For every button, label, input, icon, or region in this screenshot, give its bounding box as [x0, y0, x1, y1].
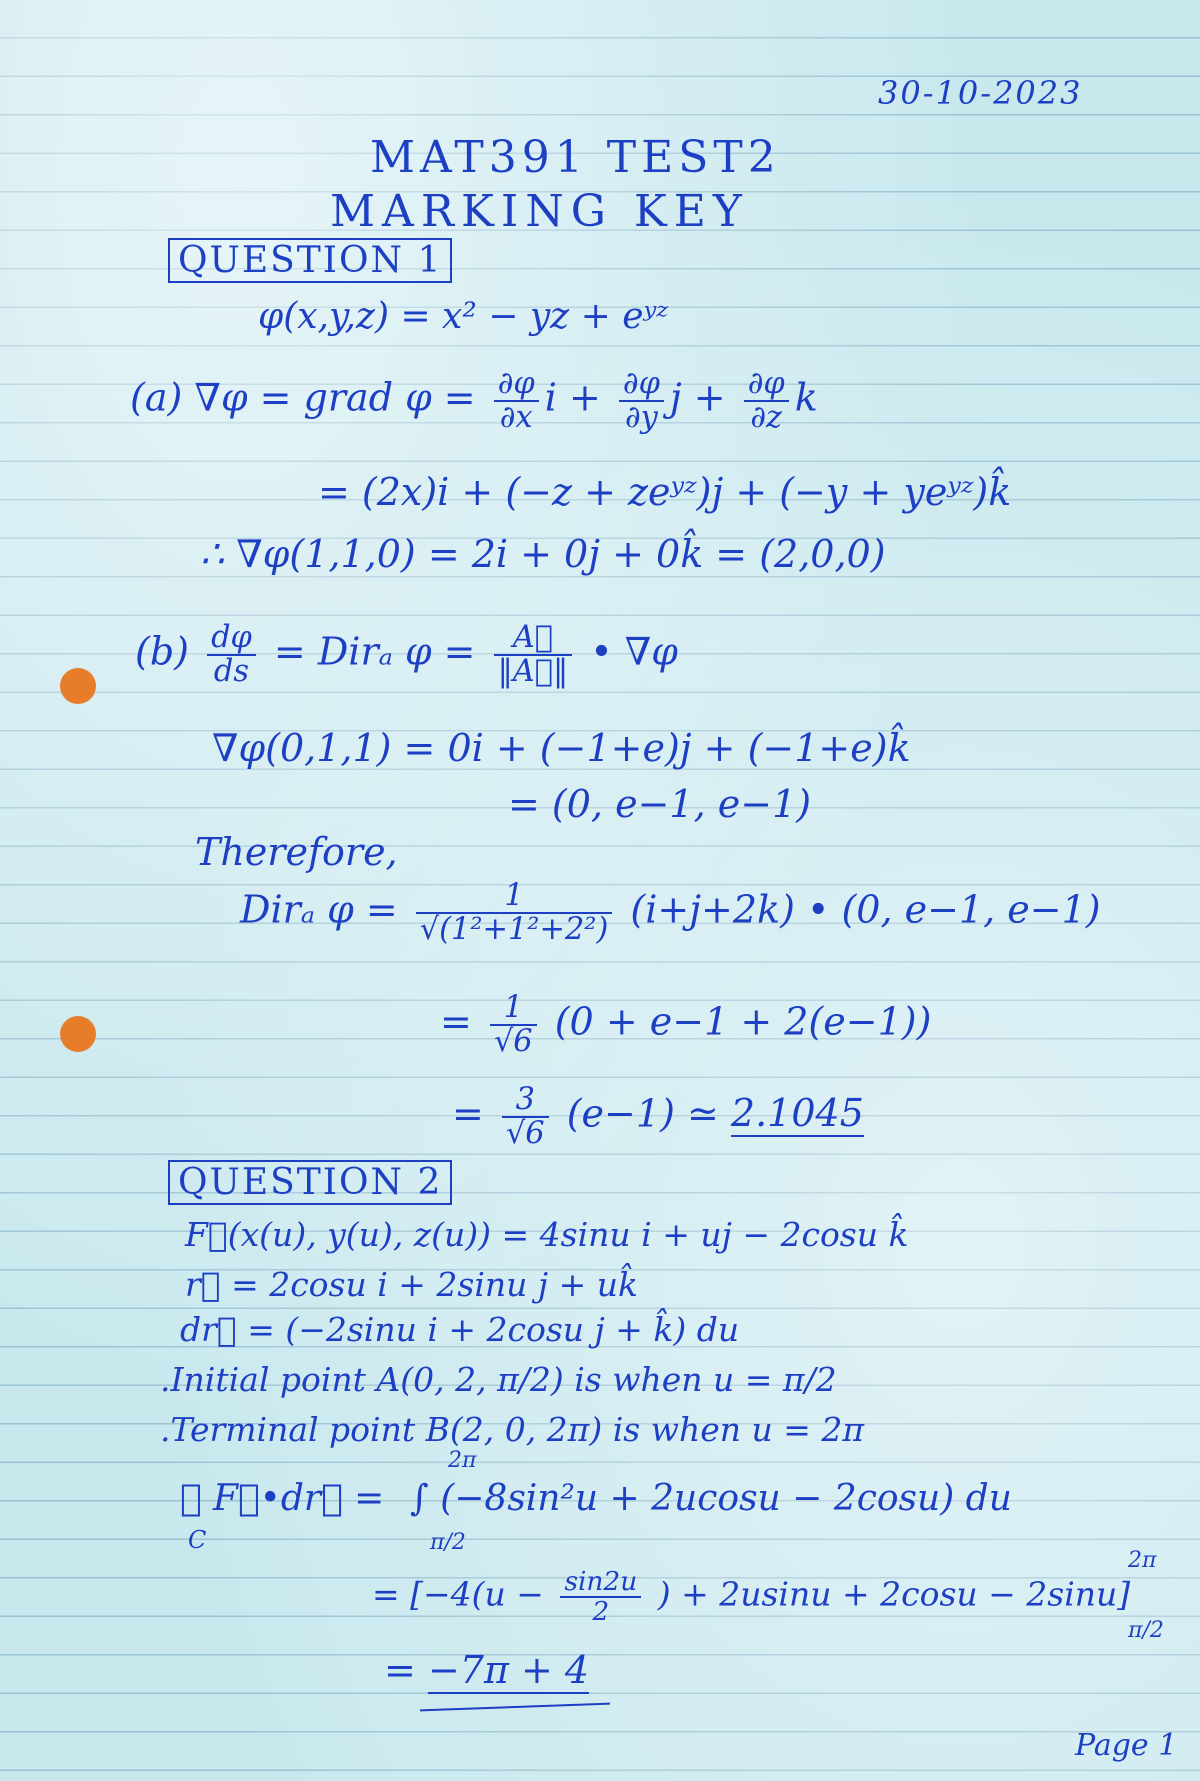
part-a-line-2: = (2x)i + (−z + zeʸᶻ)j + (−y + yeʸᶻ)k̂	[318, 470, 1012, 514]
integral-upper-limit: 2π	[448, 1448, 477, 1473]
sin2u-fraction	[560, 1568, 641, 1625]
d-phi: dφ	[207, 622, 256, 656]
evaluation-line	[372, 1568, 1130, 1625]
directional-derivative: = Dirₐ φ =	[273, 629, 476, 674]
part-b-label: (b)	[135, 629, 189, 674]
expanded-sum: (0 + e−1 + 2(e−1))	[554, 999, 932, 1044]
integral-body: ∫ (−8sin²u + 2ucosu − 2cosu) du	[410, 1478, 1012, 1519]
partial-x-fraction	[494, 368, 539, 434]
d-s: ds	[213, 653, 249, 689]
page-subtitle: MARKING KEY	[330, 186, 749, 237]
part-a-line-1	[130, 368, 818, 434]
dot-product: (i+j+2k) • (0, e−1, e−1)	[630, 887, 1101, 932]
eval-end: ) + 2usinu + 2cosu − 2sinu]	[657, 1574, 1131, 1614]
q2-result: −7π + 4	[427, 1648, 590, 1692]
question-1-heading: QUESTION 1	[168, 238, 452, 283]
dot-grad: • ∇φ	[590, 629, 678, 674]
part-b-line-3: = (0, e−1, e−1)	[508, 782, 812, 826]
q2-line-4: .Initial point A(0, 2, π/2) is when u = π/2	[160, 1360, 837, 1399]
equals-sign: =	[384, 1648, 416, 1692]
denominator-two: 2	[592, 1595, 610, 1627]
root6: √6	[505, 1115, 545, 1151]
equals-sign: =	[440, 999, 472, 1044]
page-title: MAT391 TEST2	[370, 132, 781, 183]
partial-y: ∂y	[624, 399, 658, 435]
eval-start: = [−4(u −	[372, 1574, 544, 1614]
partial-phi: ∂φ	[619, 368, 664, 402]
part-a-line-3: ∴ ∇φ(1,1,0) = 2i + 0j + 0k̂ = (2,0,0)	[200, 532, 886, 576]
i-term: i +	[544, 375, 601, 420]
norm-a: ‖A⃗‖	[497, 653, 569, 689]
simplified-term: (e−1) ≃	[566, 1091, 719, 1136]
part-a-label: (a)	[130, 375, 183, 420]
partial-z: ∂z	[750, 399, 783, 435]
derivative-fraction	[207, 622, 256, 688]
part-b-line-6	[452, 1084, 864, 1150]
dir-phi: Dirₐ φ =	[240, 887, 398, 932]
binder-hole-top	[60, 668, 96, 704]
q2-line-5: .Terminal point B(2, 0, 2π) is when u = 2π	[160, 1410, 865, 1449]
partial-phi: ∂φ	[744, 368, 789, 402]
date: 30-10-2023	[878, 74, 1083, 112]
grad-definition: ∇φ = grad φ =	[194, 375, 476, 420]
phi-definition: φ(x,y,z) = x² − yz + eʸᶻ	[258, 296, 669, 337]
eval-upper-limit: 2π	[1128, 1548, 1157, 1573]
partial-y-fraction	[619, 368, 664, 434]
numerator-three: 3	[502, 1084, 549, 1118]
vector-a: A⃗	[494, 622, 573, 656]
q2-line-1: F⃗(x(u), y(u), z(u)) = 4sinu i + uj − 2cosu k̂	[185, 1215, 909, 1254]
q2-result-line	[384, 1648, 589, 1692]
part-b-line-1	[135, 622, 678, 688]
q2-line-2: r⃗ = 2cosu i + 2sinu j + uk̂	[185, 1265, 639, 1304]
result-double-underline	[420, 1703, 610, 1712]
sin2u: sin2u	[560, 1568, 641, 1598]
binder-hole-bottom	[60, 1016, 96, 1052]
part-b-line-2: ∇φ(0,1,1) = 0i + (−1+e)j + (−1+e)k̂	[212, 726, 911, 770]
eval-lower-limit: π/2	[1128, 1618, 1164, 1643]
j-term: j +	[669, 375, 726, 420]
partial-phi: ∂φ	[494, 368, 539, 402]
page-number: Page 1	[1075, 1728, 1178, 1763]
part-b-line-4	[240, 880, 1101, 946]
unit-vector-fraction	[494, 622, 573, 688]
numerator-one: 1	[490, 992, 537, 1026]
q2-line-3: dr⃗ = (−2sinu i + 2cosu j + k̂) du	[180, 1310, 740, 1349]
integral-lower-limit: π/2	[430, 1530, 466, 1555]
normalizer-fraction	[416, 880, 613, 946]
partial-z-fraction	[744, 368, 789, 434]
curve-c-label: C	[188, 1526, 207, 1554]
three-over-root6	[502, 1084, 549, 1150]
root6: √6	[493, 1023, 533, 1059]
part-b-answer: 2.1045	[730, 1091, 864, 1136]
line-integral-lhs: ∮ F⃗•dr⃗ =	[180, 1478, 385, 1519]
one-over-root6	[490, 992, 537, 1058]
part-b-line-5	[440, 992, 931, 1058]
numerator-one: 1	[416, 880, 613, 914]
partial-x: ∂x	[499, 399, 533, 435]
therefore-label: Therefore,	[195, 830, 398, 874]
k-term: k	[794, 375, 818, 420]
equals-sign: =	[452, 1091, 484, 1136]
sqrt-denominator: √(1²+1²+2²)	[419, 911, 609, 947]
question-2-heading: QUESTION 2	[168, 1160, 452, 1205]
